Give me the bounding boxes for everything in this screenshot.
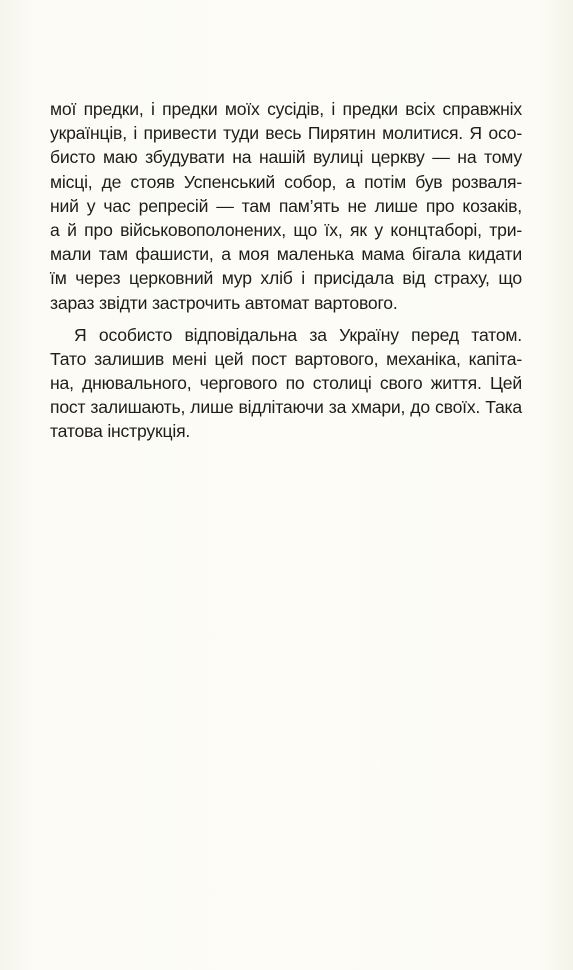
text-line: місці, де стояв Успенський собор, а потім був розваля- <box>50 171 522 192</box>
text-line: ний у час репресій — там пам’ять не лише про козаків, <box>50 195 522 216</box>
text-line: на, днювального, чергового по столиці свого життя. Цей <box>50 373 522 394</box>
text-line: українців, і привести туди весь Пирятин молитися. Я осо- <box>50 123 522 144</box>
text-line: а й про військовополонених, що їх, як у концтаборі, три- <box>50 219 522 240</box>
text-line: Тато залишив мені цей пост вартового, механіка, капіта- <box>50 348 522 369</box>
text-line: татова інструкція. <box>50 421 191 442</box>
text-line: мої предки, і предки моїх сусідів, і предки всіх справжніх <box>50 99 522 119</box>
text-line: пост залишають, лише відлітаючи за хмари, до своїх. Така <box>50 397 522 418</box>
text-line: їм через церковний мур хліб і присідала від страху, що <box>50 268 522 289</box>
paragraph-1 <box>50 97 522 315</box>
paragraph-2 <box>50 323 522 444</box>
paragraph-gap <box>50 315 522 323</box>
text-line: мали там фашисти, а моя маленька мама бігала кидати <box>50 244 522 265</box>
text-line: зараз звідти застрочить автомат вартового. <box>50 292 398 313</box>
text-line: Я особисто відповідальна за Україну перед татом. <box>74 324 522 345</box>
body-text <box>50 97 522 444</box>
text-line: бисто маю збудувати на нашій вулиці церкву — на тому <box>50 147 522 168</box>
